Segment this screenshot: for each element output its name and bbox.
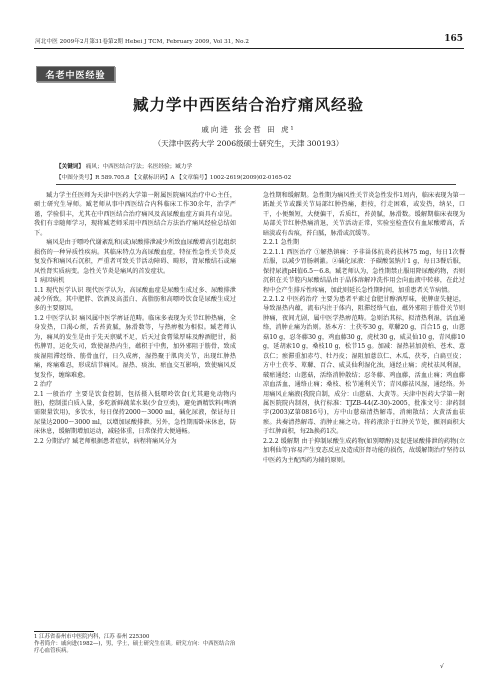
footnote-rule: [34, 631, 94, 632]
footnote: [34, 634, 239, 655]
keywords-line: [56, 162, 456, 170]
paragraph: 2.1 一般治疗 主要是饮食控制，包括摄入低嘌呤饮食(尤其避免动物内脏)，控制蛋白质入量，多吃新鲜蔬菜水果(少食豆类)，避免酒精饮料(啤酒需限量饮用)，多饮水，每日保持2000～3000 ml，碱化尿液，保证每日尿量达2000～3000 ml，以增加尿酸排泄。另外，急性期需卧床休息，防床休息，缓解期增加运动，减轻体重，日常保持大便通畅。: [34, 390, 236, 436]
keywords-label: 【关键词】: [56, 164, 84, 170]
paragraph: 2.2.2 缓解期 由于抑制尿酸生成药物(如别嘌醇)及促进尿酸排泄的药物(立加利仙等)容易产生变态反应及造成肝肾功能的损伤，故缓解期治疗坚持以中医药为主配西药为辅的原则。: [263, 437, 465, 464]
running-head: 河北中医 2009年2月第31卷第2期 Hebei J TCM, February 2009, Vol 31, No.2: [35, 39, 250, 45]
footnote-author-bio: 作者简介：戚向进(1982—)，男，学士，硕士研究生在读。研究方向：中西医结合治疗心血管疾病。: [34, 641, 236, 654]
section-banner: 名老中医经验: [36, 66, 115, 82]
paragraph: 痛风是由于嘌呤代谢紊乱和(或)尿酸排泄减少所致血尿酸增高引起组织损伤的一种异质性疾病。其临床特点为高尿酸血症，特征性急性关节炎反复发作和痛风石沉积，严重者可致关节活动障碍、畸形，肾尿酸结石或痛风性肾实质病变。急性关节炎是痛风的首发症状。: [34, 239, 236, 275]
header-rule: [34, 48, 464, 49]
section-heading: 2.2.1 急性期: [263, 239, 299, 247]
paragraph: 1.1 现代医学认识 现代医学认为，高尿酸血症是尿酸生成过多、尿酸排泄减少所致。其中肥胖、饮酒及高蛋白、高脂肪和高嘌呤饮食是尿酸生成过多的主要原因。: [34, 286, 236, 313]
keywords-text: 痛风；中西医结合疗法；名医经验；臧力学: [85, 164, 193, 170]
abstract-rule: [56, 184, 456, 185]
article-authors: 戚向进 张会哲 田 虎¹: [201, 125, 296, 134]
paragraph: 臧力学主任医师为天津中医药大学第一附属医院痛风治疗中心主任，硕士研究生导师。臧老师从事中西医结合内科临床工作30余年，治学严谨，学验俱丰，尤其在中西医结合治疗痛风及高尿酸血症方面具有卓见。我们有幸随师学习，现将臧老师采用中西医结合方法治疗痛风经验总结如下。: [34, 192, 236, 237]
page-number: 165: [444, 34, 463, 44]
section-heading: 2 治疗: [34, 381, 53, 389]
paragraph: 2.2.1.2 中医药治疗 主要为患者平素过食肥甘醇酒厚味，使脾虚失健运，导致湿热内蕴，流布内注于体内，阻滞经络气血，蕴外邪阻于筋骨关节则肿痛，夜间尤剧，属中医学热痹范畴。急则治其标，拟清热利湿，活血通络，消肿止痛为治则。基本方：土茯苓30 g，萆薢20 g，百合15 g，山慈菇10 g，忍冬藤30 g，鸡血藤30 g，虎杖30 g，威灵仙10 g，青风藤10 g，延胡索10 g，桑枝10 g，松节15 g。加减：湿热甚加黄柏、苍术、薏苡仁；瘀滞重加赤芍、牡丹皮；湿阻加薏苡仁、木瓜、茯苓，白扁豆皮；方中土茯苓、萆薢、百合、威灵仙利湿化浊，通经止痛；虎杖祛风利湿，破瘀通经；山慈菇，活络消肿散结；忍冬藤、鸡血藤，活血止痛；鸡血藤凉血活血，通络止痛；桑枝、松节通利关节；青风藤祛风湿，通经络。外用痛风止痛液(我院自制，成分：山慈菇、大黄等。天津中医药大学第一附属医院院内制剂，执行标准：TJZB-44(Z-30)-2005，批准文号：津药制字(2003)Z第0816号)，方中山慈菇清热解毒，消痈散结；大黄活血祛瘀。共奏清热解毒、消肿止痛之功。将药液涂于红肿关节处，掘剂面积大于红肿面积，每2h换药1次。: [263, 295, 465, 436]
section-heading: 1 病因病机: [34, 277, 65, 285]
left-column: [34, 191, 236, 446]
paragraph: 急性期和缓解期。急性期为痛风性关节炎急性发作1周内，临床表现为第一跖趾关节或踝关节局部红肿热痛，拒按，行走困难，或发热，纳呆，口干，小便频短，大便偏干，舌质红，苔黄腻，脉滑数。缓解期临床表现为局部关节红肿热痛消退，关节活动正常，实验室检查仅有血尿酸增高，舌暗淡或有齿痕，苔白腻，脉滑或沉缓等。: [263, 192, 465, 237]
classification-line: 【中图分类号】R 589.705.8 【文献标识码】A 【文章编号】1002-2619(2009)02-0165-02: [56, 175, 292, 181]
article-title: 臧力学中西医结合治疗痛风经验: [132, 96, 364, 114]
tail-mark: √: [440, 663, 444, 670]
article-affiliation: （天津中医药大学 2006级硕士研究生，天津 300193）: [153, 139, 344, 148]
footnote-affiliation: 1 江苏省泰州市中医院内科，江苏 泰州 225300: [34, 634, 150, 640]
paragraph: 1.2 中医学认识 痛风属中医学痹证范畴。临床多表现为关节红肿热痛，全身发热，口渴心烦，舌苔黄腻，脉滑数等，与热痹极为相似。臧老师认为，痛风的发生是由于先天禀赋不足，后天过食膏粱厚味及醇酒肥甘，损伤脾胃，运化失司，致使湿热内生，蕴积于中焦，加外邪阻于筋骨，致成痰湿阻滞经络、筋骨血行，日久成痹，湿热聚于肌肉关节，出现红肿热痛，疼痛难忍，形成结节痛风。湿热、痰浊、瘀血交互影响，致使痛风反复发作，缠绵难愈。: [34, 314, 236, 379]
right-column: [263, 191, 465, 465]
paragraph: 2.2.1.1 西医治疗 ①解热镇痛：予非甾体抗炎药扶林75 mg，每日1次餐后服，以减少胃肠刺激。②碱化尿液：予碳酸氢钠片1 g，每日3餐后服，保持尿液pH值6.5～6.8。臧老师认为，急性期禁止服用降尿酸药物，否则沉积在关节腔内尿酸结晶由于晶体溶解冲洗作用会向血液中转移，在此过程中会产生排斥性疼痛，加此则延长急性期时间，加重患者关节病情。: [263, 248, 465, 294]
paragraph: 2.2 分期治疗 臧老师根据患者症状，病程将痛风分为: [34, 437, 177, 445]
